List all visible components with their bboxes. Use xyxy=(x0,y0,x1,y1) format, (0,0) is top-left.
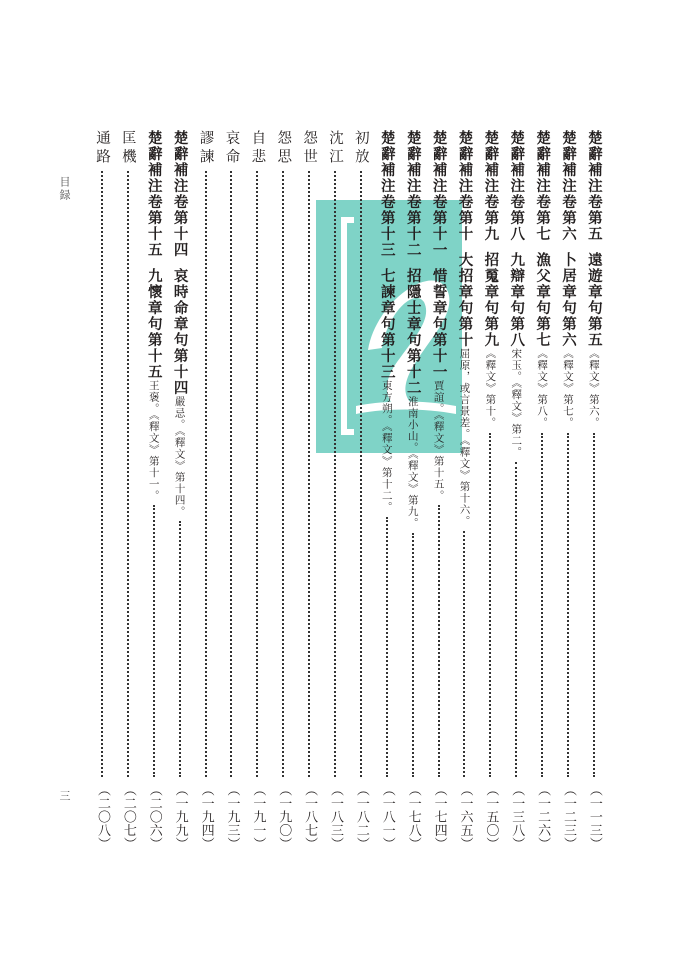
toc-entry-title xyxy=(92,130,112,167)
toc-chapter-title: 九懷章句第十五 xyxy=(145,268,163,380)
toc-entry-title xyxy=(118,130,138,167)
toc-page-number: （一九三） xyxy=(224,782,240,850)
toc-volume-label: 楚辭補注卷第十二 xyxy=(404,130,422,258)
toc-section-title: 怨思 xyxy=(275,130,292,167)
dot-leader xyxy=(144,505,155,776)
toc-page-number: （一七八） xyxy=(405,782,421,850)
toc-page-number: （一九四） xyxy=(198,782,214,850)
toc-note: 屈原，或言景差。《釋文》第十六。 xyxy=(458,348,471,527)
dot-leader xyxy=(377,517,388,777)
dot-leader xyxy=(480,433,491,777)
toc-volume-label: 楚辭補注卷第五 xyxy=(585,130,603,242)
dot-leader xyxy=(273,171,284,777)
toc-entry xyxy=(196,130,216,850)
toc-entry xyxy=(144,130,164,850)
toc-page-number: （一八七） xyxy=(302,782,318,850)
toc-volume-label: 楚辭補注卷第十三 xyxy=(378,130,396,258)
toc-volume-label: 楚辭補注卷第十五 xyxy=(145,130,163,258)
toc-volume-label: 楚辭補注卷第十四 xyxy=(171,130,189,258)
toc-entry xyxy=(299,130,319,850)
toc-section-title: 初放 xyxy=(352,130,369,167)
toc-page-number: （一九九） xyxy=(172,782,188,850)
toc-entry-title xyxy=(325,130,345,167)
toc-volume-label: 楚辭補注卷第六 xyxy=(560,130,578,242)
toc-entry-title xyxy=(403,130,423,529)
toc-chapter-title: 哀時命章句第十四 xyxy=(171,268,189,396)
toc-note: 王褒。《釋文》第十一。 xyxy=(147,380,160,502)
toc-chapter-title: 七諫章句第十三 xyxy=(378,268,396,380)
toc-entry-title xyxy=(247,130,267,167)
toc-page-number: （二〇七） xyxy=(120,782,136,850)
toc-note: 嚴忌。《釋文》第十四。 xyxy=(173,396,186,518)
section-label: 目録 xyxy=(58,176,71,202)
toc-entry xyxy=(325,130,345,850)
dot-leader xyxy=(429,505,440,776)
toc-page-number: （二〇六） xyxy=(146,782,162,850)
dot-leader xyxy=(247,171,258,777)
toc-note: 《釋文》第八。 xyxy=(536,348,549,429)
toc-page-number: （一八二） xyxy=(353,782,369,850)
dot-leader xyxy=(454,531,465,777)
toc-chapter-title: 遠遊章句第五 xyxy=(585,252,603,348)
toc-entry-title xyxy=(170,130,190,517)
toc-entry xyxy=(221,130,241,850)
dot-leader xyxy=(351,171,362,777)
toc-entry-title xyxy=(558,130,578,429)
toc-entry-title xyxy=(584,130,604,429)
toc-section-title: 哀命 xyxy=(223,130,240,167)
toc-entry-title xyxy=(429,130,449,501)
toc-note: 淮南小山。《釋文》第九。 xyxy=(406,396,419,529)
dot-leader xyxy=(170,521,181,776)
toc-section-title: 自悲 xyxy=(249,130,266,167)
toc-volume-label: 楚辭補注卷第八 xyxy=(508,130,526,242)
toc-chapter-title: 惜誓章句第十一 xyxy=(430,268,448,380)
toc-volume-label: 楚辭補注卷第十 xyxy=(456,130,474,242)
toc-entry xyxy=(351,130,371,850)
toc-section-title: 怨世 xyxy=(301,130,318,167)
toc-page-number: （一九一） xyxy=(250,782,266,850)
toc-volume-label: 楚辭補注卷第七 xyxy=(534,130,552,242)
toc-entry xyxy=(558,130,578,850)
table-of-contents xyxy=(92,130,604,850)
toc-section-title: 匡機 xyxy=(119,130,136,167)
toc-page-number: （一七四） xyxy=(431,782,447,850)
toc-note: 《釋文》第六。 xyxy=(587,348,600,429)
page-number: 三 xyxy=(58,790,71,801)
dot-leader xyxy=(118,171,129,777)
toc-chapter-title: 卜居章句第六 xyxy=(560,252,578,348)
dot-leader xyxy=(558,433,569,777)
toc-note: 東方朔。《釋文》第十二。 xyxy=(380,380,393,513)
toc-entry xyxy=(273,130,293,850)
toc-entry xyxy=(480,130,500,850)
toc-chapter-title: 漁父章句第七 xyxy=(534,252,552,348)
toc-entry-title xyxy=(221,130,241,167)
dot-leader xyxy=(584,433,595,777)
toc-entry-title xyxy=(144,130,164,501)
toc-entry xyxy=(118,130,138,850)
toc-chapter-title: 九辯章句第八 xyxy=(508,252,526,348)
toc-chapter-title: 招隱士章句第十二 xyxy=(404,268,422,396)
toc-entry xyxy=(403,130,423,850)
toc-entry xyxy=(247,130,267,850)
toc-chapter-title: 招䰟章句第九 xyxy=(482,252,500,348)
toc-section-title: 謬諫 xyxy=(197,130,214,167)
toc-entry xyxy=(377,130,397,850)
dot-leader xyxy=(299,171,310,777)
toc-volume-label: 楚辭補注卷第十一 xyxy=(430,130,448,258)
toc-entry xyxy=(454,130,474,850)
toc-page-number: （一三八） xyxy=(509,782,525,850)
toc-note: 《釋文》第七。 xyxy=(562,348,575,429)
toc-entry-title xyxy=(351,130,371,167)
toc-entry xyxy=(584,130,604,850)
toc-entry xyxy=(506,130,526,850)
toc-page-number: （一二三） xyxy=(561,782,577,850)
toc-note: 《釋文》第十。 xyxy=(484,348,497,429)
toc-section-title: 通路 xyxy=(94,130,110,167)
dot-leader xyxy=(325,171,336,777)
toc-page-number: （一五〇） xyxy=(483,782,499,850)
toc-entry-title xyxy=(299,130,319,167)
toc-page-number: （一八三） xyxy=(328,782,344,850)
toc-entry-title xyxy=(454,130,474,527)
toc-section-title: 沈江 xyxy=(327,130,344,167)
toc-volume-label: 楚辭補注卷第九 xyxy=(482,130,500,242)
toc-page-number: （二〇八） xyxy=(95,782,110,850)
toc-page-number: （一一三） xyxy=(586,782,602,850)
toc-note: 賈誼。《釋文》第十五。 xyxy=(432,380,445,502)
toc-page-number: （一六五） xyxy=(457,782,473,850)
toc-chapter-title: 大招章句第十 xyxy=(456,252,474,348)
toc-entry-title xyxy=(532,130,552,429)
toc-entry-title xyxy=(480,130,500,429)
toc-note: 宋玉。《釋文》第二。 xyxy=(510,348,523,458)
toc-entry-title xyxy=(506,130,526,458)
toc-entry xyxy=(92,130,112,850)
dot-leader xyxy=(92,171,103,777)
toc-page-number: （一九〇） xyxy=(276,782,292,850)
dot-leader xyxy=(532,433,543,777)
toc-page-number: （一八一） xyxy=(379,782,395,850)
toc-entry-title xyxy=(377,130,397,513)
toc-entry xyxy=(532,130,552,850)
dot-leader xyxy=(221,171,232,777)
toc-entry xyxy=(170,130,190,850)
toc-entry xyxy=(429,130,449,850)
toc-page-number: （一二六） xyxy=(535,782,551,850)
toc-entry-title xyxy=(196,130,216,167)
dot-leader xyxy=(403,533,414,777)
dot-leader xyxy=(196,171,207,777)
toc-entry-title xyxy=(273,130,293,167)
dot-leader xyxy=(506,462,517,777)
